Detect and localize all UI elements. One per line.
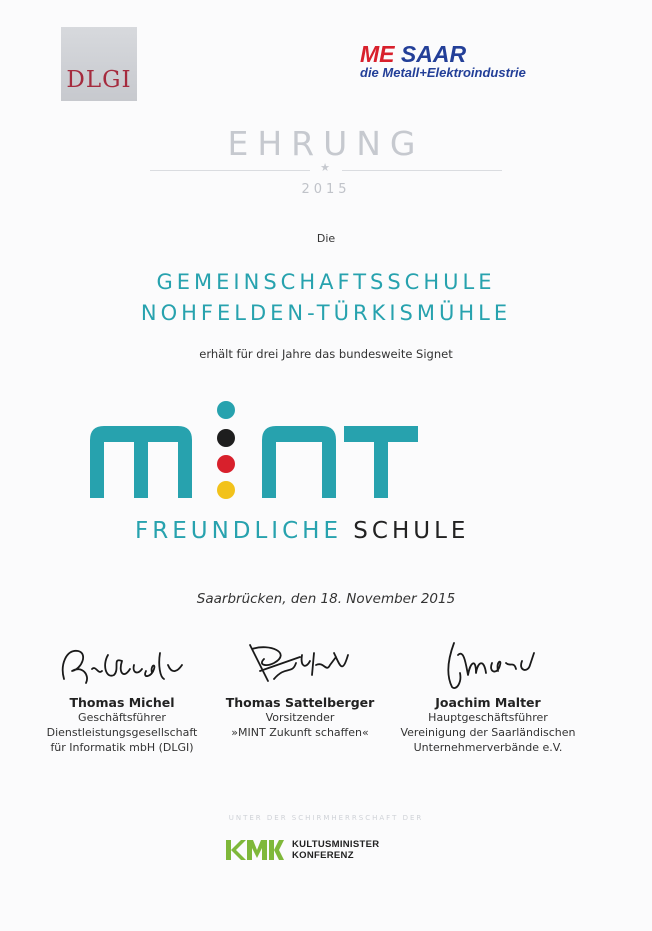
- mint-dot-teal: [217, 401, 235, 419]
- honor-title: EHRUNG: [227, 124, 425, 163]
- patronage-text: UNTER DER SCHIRMHERRSCHAFT DER: [228, 814, 424, 822]
- mint-dot-black: [217, 429, 235, 447]
- signatory-1: [22, 635, 222, 755]
- me-saar-logo: [360, 43, 560, 81]
- signatory-3-role: Hauptgeschäftsführer: [428, 711, 548, 724]
- signatory-1-role: Geschäftsführer: [78, 711, 166, 724]
- intro-text: Die: [316, 232, 336, 245]
- mint-dot-yellow: [217, 481, 235, 499]
- signatory-2-role: Vorsitzender: [265, 711, 335, 724]
- signatory-1-name: Thomas Michel: [69, 695, 175, 710]
- signatory-2: [200, 635, 400, 740]
- award-text: erhält für drei Jahre das bundesweite Signet: [199, 347, 453, 361]
- signatory-2-name: Thomas Sattelberger: [225, 695, 375, 710]
- signatory-1-org-2: für Informatik mbH (DLGI): [50, 741, 194, 754]
- mint-subtitle: [135, 518, 469, 544]
- signature-sattelberger: [230, 635, 370, 691]
- dlgi-logo-text: DLGI: [66, 67, 132, 93]
- signatory-3: [388, 635, 588, 755]
- signatory-3-name: Joachim Malter: [435, 695, 541, 710]
- signature-michel: [52, 635, 192, 691]
- mint-dots: [217, 401, 235, 499]
- signatory-3-org: Vereinigung der Saarländischen: [400, 726, 576, 739]
- kmk-logo: [226, 839, 379, 861]
- signatory-1-org: Dienstleistungsgesellschaft: [46, 726, 198, 739]
- mint-subtitle-freundliche: FREUNDLICHE: [135, 518, 342, 544]
- mint-subtitle-schule: SCHULE: [353, 518, 470, 544]
- me-saar-tagline: die Metall+Elektroindustrie: [360, 65, 526, 80]
- dlgi-logo: [61, 27, 137, 101]
- signatory-2-org: »MINT Zukunft schaffen«: [231, 726, 369, 739]
- signature-malter: [418, 635, 558, 691]
- me-saar-logo-me: ME: [360, 41, 395, 67]
- mint-logo: [90, 398, 420, 503]
- signatory-3-org-2: Unternehmerverbände e.V.: [413, 741, 563, 754]
- kmk-logo-mark: [226, 840, 284, 860]
- mint-dot-red: [217, 455, 235, 473]
- school-name-line-1: GEMEINSCHAFTSSCHULE: [156, 270, 496, 294]
- honor-year: 2015: [301, 182, 351, 197]
- title-divider-right: [342, 170, 502, 171]
- star-icon: ★: [320, 161, 330, 174]
- place-date: Saarbrücken, den 18. November 2015: [196, 591, 456, 607]
- kmk-logo-text: KULTUSMINISTER KONFERENZ: [292, 839, 380, 861]
- school-name-line-2: NOHFELDEN-TÜRKISMÜHLE: [140, 301, 512, 325]
- me-saar-logo-saar: SAAR: [400, 41, 467, 67]
- title-divider-left: [150, 170, 310, 171]
- mint-letters: [90, 426, 418, 498]
